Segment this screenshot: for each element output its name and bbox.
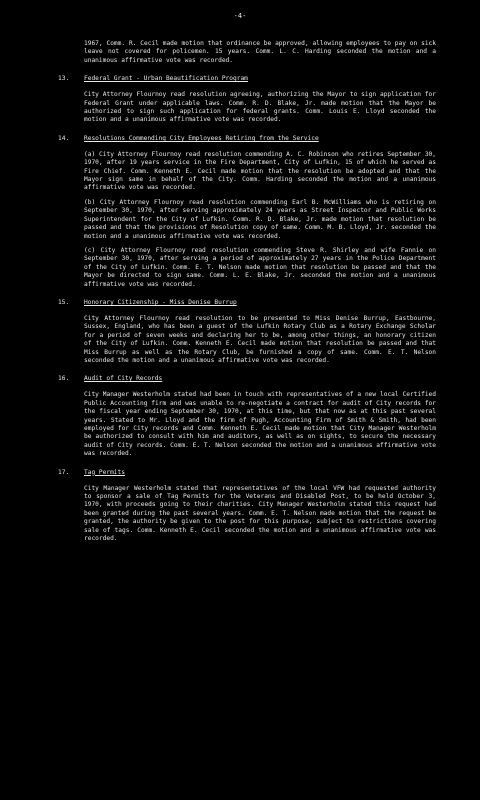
agenda-item-paragraph: City Attorney Flournoy read resolution to be presented to Miss Denise Burrup, Eastbourne, Sussex, England, who has been a guest of the Lufkin Rotary Club as a Rotary Exchange Scholar for a period of seven weeks and declaring her to be, among other things, an honorary citizen of the City of Lufkin. Comm. Kenneth E. Cecil made motion that resolution be passed and that Miss Burrup as well as the Rotary Club, be furnished a copy of same. Comm. E. T. Nelson seconded the motion and a unanimous affirmative vote was recorded.	[84, 314, 436, 364]
agenda-item-heading	[0, 135, 480, 145]
agenda-item-heading	[0, 375, 480, 385]
minutes-body	[0, 40, 480, 543]
agenda-item-number: 13.	[58, 75, 70, 83]
agenda-item-number: 16.	[58, 375, 70, 383]
agenda-item-paragraph: (b) City Attorney Flournoy read resolution commending Earl B. McWilliams who is retiring on September 30, 1970, after serving approximately 24 years as Street Inspector and Public Works Superintendent for the City of Lufkin. Comm. R. D. Blake, Jr. made motion that resolution be passed and that the provisions of Resolution copy of same. Comm. M. B. Lloyd, Jr. seconded the motion and a unanimous affirmative vote was recorded.	[84, 198, 436, 240]
agenda-item-title: Honorary Citizenship - Miss Denise Burrup	[84, 298, 237, 306]
agenda-item-heading	[0, 299, 480, 309]
agenda-item-paragraph: 1967, Comm. R. Cecil made motion that ordinance be approved, allowing employees to pay on sick leave not covered for policemen. 15 years. Comm. L. C. Harding seconded the motion and a unanimous affirmative vote was recorded.	[84, 40, 436, 64]
agenda-item-number: 15.	[58, 298, 70, 306]
agenda-item-title: Resolutions Commending City Employees Retiring from the Service	[84, 134, 319, 142]
agenda-item-paragraph: (a) City Attorney Flournoy read resolution commending A. C. Robinson who retires September 30, 1970, after 19 years service in the Fire Department, City of Lufkin, 15 of which he served as Fire Chief. Comm. Kenneth E. Cecil made motion that the resolution be adopted and that the Mayor sign same in behalf of the City. Comm. Harding seconded the motion and a unanimous affirmative vote was recorded.	[84, 150, 436, 192]
agenda-item-title: Audit of City Records	[84, 375, 163, 383]
agenda-item-title: Tag Permits	[84, 468, 125, 476]
agenda-item-paragraph: City Attorney Flournoy read resolution agreeing, authorizing the Mayor to sign application for Federal Grant under applicable laws. Comm. R. D. Blake, Jr. made motion that the Mayor be authorized to sign such application for federal grants. Comm. Louis E. Lloyd seconded the motion and a unanimous affirmative vote was recorded.	[84, 91, 436, 124]
agenda-item-paragraph: (c) City Attorney Flournoy read resolution commending Steve R. Shirley and wife Fannie on September 30, 1970, after serving a period of approximately 27 years in the Police Department of the City of Lufkin. Comm. E. T. Nelson made motion that resolution be passed and that the Mayor be directed to sign same. Comm. L. E. Blake, Jr. seconded the motion and a unanimous affirmative vote was recorded.	[84, 246, 436, 288]
agenda-item	[0, 40, 480, 65]
agenda-item-heading	[0, 469, 480, 479]
page-number: -4-	[233, 12, 247, 20]
agenda-item-number: 17.	[58, 468, 70, 476]
agenda-item-title: Federal Grant - Urban Beautification Program	[84, 75, 248, 83]
agenda-item	[0, 299, 480, 365]
agenda-item-paragraph: City Manager Westerholm stated had been in touch with representatives of a new local Certified Public Accounting firm and was unable to re-negotiate a contract for audit of City records for the fiscal year ending September 30, 1970, at this time, but that now as at this past several years. Stated to Mr. Lloyd and the firm of Pugh, Accounting Firm of Smith & Smith, had been employed for City records and Comm. Kenneth E. Cecil made motion that City Manager Westerholm be authorized to consult with him and auditors, as well as on sights, to secure the necessary audit of City records. Comm. E. T. Nelson seconded the motion and a unanimous affirmative vote was recorded.	[84, 391, 436, 458]
agenda-item	[0, 135, 480, 289]
agenda-item	[0, 469, 480, 544]
agenda-item	[0, 375, 480, 458]
agenda-item	[0, 75, 480, 125]
agenda-item-paragraph: City Manager Westerholm stated that representatives of the local VFW had requested authority to sponsor a sale of Tag Permits for the Veterans and Disabled Post, to be held October 3, 1970, with proceeds going to their charities. City Manager Westerholm stated this request had been granted during the past several years. Comm. E. T. Nelson made motion that the request be granted, the authority be given to the post for this purpose, subject to restrictions covering sale of tags. Comm. Kenneth E. Cecil seconded the motion and a unanimous affirmative vote was recorded.	[84, 484, 436, 543]
agenda-item-heading	[0, 75, 480, 85]
agenda-item-number: 14.	[58, 134, 70, 142]
